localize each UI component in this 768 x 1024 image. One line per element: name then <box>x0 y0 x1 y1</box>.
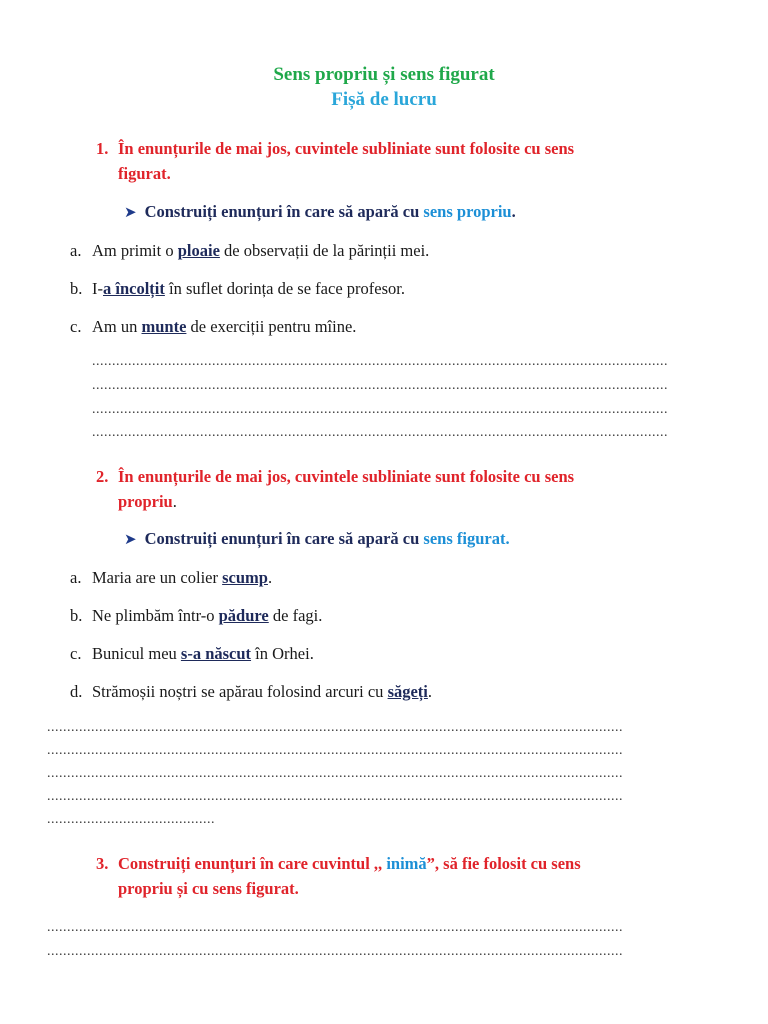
answer-line[interactable]: ................................................................................................................................................ <box>92 425 668 440</box>
item-text: de exerciții pentru mîine. <box>186 317 357 336</box>
task-2-instruction-highlight: sens figurat. <box>423 529 510 548</box>
item-text: de fagi. <box>268 606 323 625</box>
item-label: c. <box>70 644 82 663</box>
item-label: d. <box>70 682 83 701</box>
item-text: în Orhei. <box>251 644 314 663</box>
underlined-word: săgeți <box>387 682 428 701</box>
task-2-number: 2. <box>96 467 109 486</box>
item-label: a. <box>70 568 82 587</box>
answer-line[interactable]: ................................................................................................................................................ <box>47 920 623 935</box>
answer-line[interactable]: ................................................................................................................................................ <box>92 354 668 369</box>
item-text: Maria are un colier <box>92 568 223 587</box>
item-text: . <box>427 682 433 701</box>
arrow-bullet-icon: ➤ <box>124 203 137 221</box>
item-label: b. <box>70 279 83 298</box>
item-text: Am primit o <box>92 241 178 260</box>
answer-line[interactable]: ................................................................................................................................................ <box>47 944 623 959</box>
task-3-line-2: propriu și cu sens figurat. <box>118 879 299 898</box>
task-1-instruction <box>124 202 516 222</box>
arrow-bullet-icon: ➤ <box>124 530 137 548</box>
item-label: a. <box>70 241 82 260</box>
task-1-instruction-highlight: sens propriu <box>423 202 512 221</box>
answer-line[interactable]: ................................................................................................................................................ <box>47 743 623 758</box>
item-text: Ne plimbăm într-o <box>92 606 219 625</box>
task-1-line-1: În enunțurile de mai jos, cuvintele subliniate sunt folosite cu sens <box>118 139 575 158</box>
item-text: Bunicul meu <box>92 644 181 663</box>
answer-line[interactable]: ................................................................................................................................................ <box>47 766 623 781</box>
page-title: Sens propriu și sens figurat <box>273 64 495 85</box>
answer-line[interactable]: ................................................................................................................................................ <box>47 789 623 804</box>
task-3-highlight-word: inimă <box>386 854 427 873</box>
task-1-instruction-suffix: . <box>511 202 516 221</box>
item-label: c. <box>70 317 82 336</box>
underlined-word: pădure <box>218 606 269 625</box>
task-2-instruction <box>124 529 510 549</box>
task-3-number: 3. <box>96 854 109 873</box>
underlined-word: s-a născut <box>180 644 252 663</box>
item-text: Strămoșii noștri se apărau folosind arcuri cu <box>92 682 388 701</box>
underlined-word: munte <box>141 317 187 336</box>
item-label: b. <box>70 606 83 625</box>
task-1-number: 1. <box>96 139 109 158</box>
task-1-instruction-text: Construiți enunțuri în care să apară cu <box>144 202 424 221</box>
item-text: I- <box>92 279 103 298</box>
answer-line[interactable]: ................................................................................................................................................ <box>92 402 668 417</box>
task-2-line-1: În enunțurile de mai jos, cuvintele subliniate sunt folosite cu sens <box>118 467 575 486</box>
task-3-line-1: Construiți enunțuri în care cuvintul ,, <box>118 854 387 873</box>
underlined-word: scump <box>222 568 268 587</box>
answer-line[interactable]: ................................................................................................................................................ <box>47 720 623 735</box>
underlined-word: a încolțit <box>103 279 165 298</box>
answer-line-short[interactable]: .......................................... <box>47 812 215 827</box>
page-subtitle: Fișă de lucru <box>331 89 437 110</box>
task-3 <box>96 851 736 903</box>
answer-line[interactable]: ................................................................................................................................................ <box>92 378 668 393</box>
task-2 <box>96 464 736 516</box>
task-2-instruction-text: Construiți enunțuri în care să apară cu <box>144 529 424 548</box>
item-text: în suflet dorința de se face profesor. <box>164 279 405 298</box>
task-1-line-2: figurat. <box>118 164 171 183</box>
underlined-word: ploaie <box>177 241 220 260</box>
item-text: Am un <box>92 317 142 336</box>
task-2-line-2: propriu <box>118 492 173 511</box>
item-text: de observații de la părinții mei. <box>219 241 430 260</box>
item-text: . <box>267 568 273 587</box>
task-3-line-1-suffix: ”, să fie folosit cu sens <box>426 854 581 873</box>
task-1 <box>96 136 736 188</box>
task-2-line-2-suffix: . <box>172 492 177 511</box>
